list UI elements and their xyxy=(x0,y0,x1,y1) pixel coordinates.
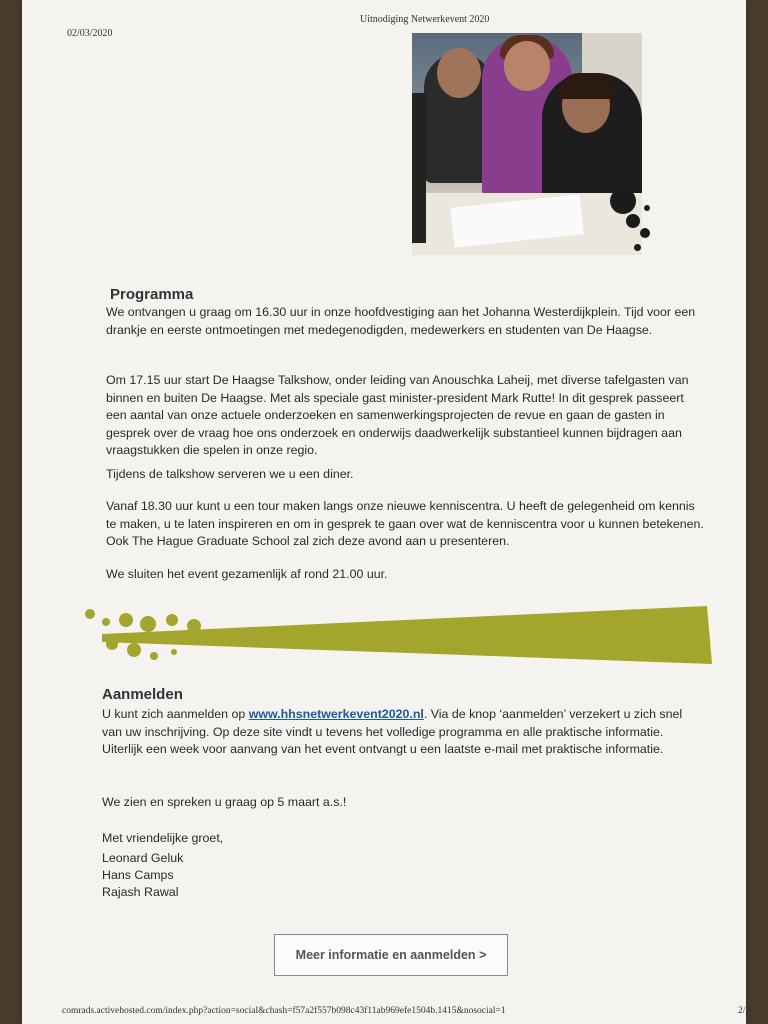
website-link[interactable]: www.hhsnetwerkevent2020.nl xyxy=(248,707,424,721)
band-dot xyxy=(85,609,95,619)
programma-paragraph-2: Om 17.15 uur start De Haagse Talkshow, onder leiding van Anouschka Laheij, met diverse tafelgasten van binnen en buiten De Haagse. Met als speciale gast minister-president Mark Rutte! In dit gesprek passeert een aantal van onze actuele onderzoeken en samenwerkingsprojecten de revue en gaan de gasten in gesprek over de vraag hoe ons onderzoek en onderwijs daadwerkelijk substantieel kunnen bijdragen aan vraagstukken die spelen in onze regio. xyxy=(106,373,689,457)
band-dot xyxy=(171,649,177,655)
signoff-name: Rajash Rawal xyxy=(102,885,179,899)
band-dot xyxy=(187,619,201,633)
students-photo xyxy=(412,33,642,255)
photo-decoration-dot xyxy=(634,244,641,251)
band-dot xyxy=(140,616,156,632)
photo-decoration-dot xyxy=(610,188,636,214)
band-dot xyxy=(166,614,178,626)
header-date: 02/03/2020 xyxy=(67,28,113,39)
signoff-name: Leonard Geluk xyxy=(102,851,184,865)
document-page xyxy=(22,0,751,1024)
footer-page-number: 2/3 xyxy=(738,1006,751,1016)
programma-paragraph-4: Vanaf 18.30 uur kunt u een tour maken langs onze nieuwe kenniscentra. U heeft de gelegenheid om kennis te maken, u te laten inspireren en om in gesprek te gaan over wat de kenniscentra voor u kunnen betekenen. Ook The Hague Graduate School zal zich deze avond aan u presenteren. xyxy=(106,499,704,548)
green-band-shape xyxy=(102,606,712,664)
band-dot xyxy=(119,613,133,627)
photo-decoration-dot xyxy=(640,228,650,238)
header-title: Uitnodiging Netwerkevent 2020 xyxy=(360,14,490,25)
aanmelden-paragraph-1 xyxy=(102,706,702,759)
band-dot xyxy=(127,643,141,657)
band-dot xyxy=(106,638,118,650)
photo-decoration-dot xyxy=(644,205,650,211)
programma-heading: Programma xyxy=(110,286,194,303)
signoff-greeting: Met vriendelijke groet, xyxy=(102,831,224,845)
programma-paragraph-1: We ontvangen u graag om 16.30 uur in onze hoofdvestiging aan het Johanna Westerdijkplein. Tijd voor een drankje en eerste ontmoetingen met medegenodigden, medewerkers en studenten van De Haagse. xyxy=(106,305,696,337)
green-band-divider xyxy=(82,600,712,670)
programma-paragraph-3: Tijdens de talkshow serveren we u een diner. xyxy=(106,467,354,481)
aanmelden-heading: Aanmelden xyxy=(102,686,183,703)
band-dot xyxy=(102,618,110,626)
footer-url: comrads.activehosted.com/index.php?action=social&chash=f57a2f557b098c43f11ab969efe1504b.1415&nosocial=1 xyxy=(62,1006,506,1016)
signoff-name: Hans Camps xyxy=(102,868,174,882)
aanmelden-text-after: . Via de knop ‘aanmelden’ verzekert u zich snel van uw inschrijving. Op deze site vindt u tevens het volledige programma en alle praktische informatie. Uiterlijk een week voor aanvang van het event ontvangt u een laatste e-mail met praktische informatie. xyxy=(102,707,683,756)
aanmelden-paragraph-2: We zien en spreken u graag op 5 maart a.s.! xyxy=(102,795,347,809)
programma-paragraph-5: We sluiten het event gezamenlijk af rond 21.00 uur. xyxy=(106,567,388,581)
band-dot xyxy=(150,652,158,660)
meer-informatie-button[interactable]: Meer informatie en aanmelden > xyxy=(274,934,508,976)
photo-decoration-dot xyxy=(626,214,640,228)
aanmelden-text-before: U kunt zich aanmelden op xyxy=(102,707,249,721)
